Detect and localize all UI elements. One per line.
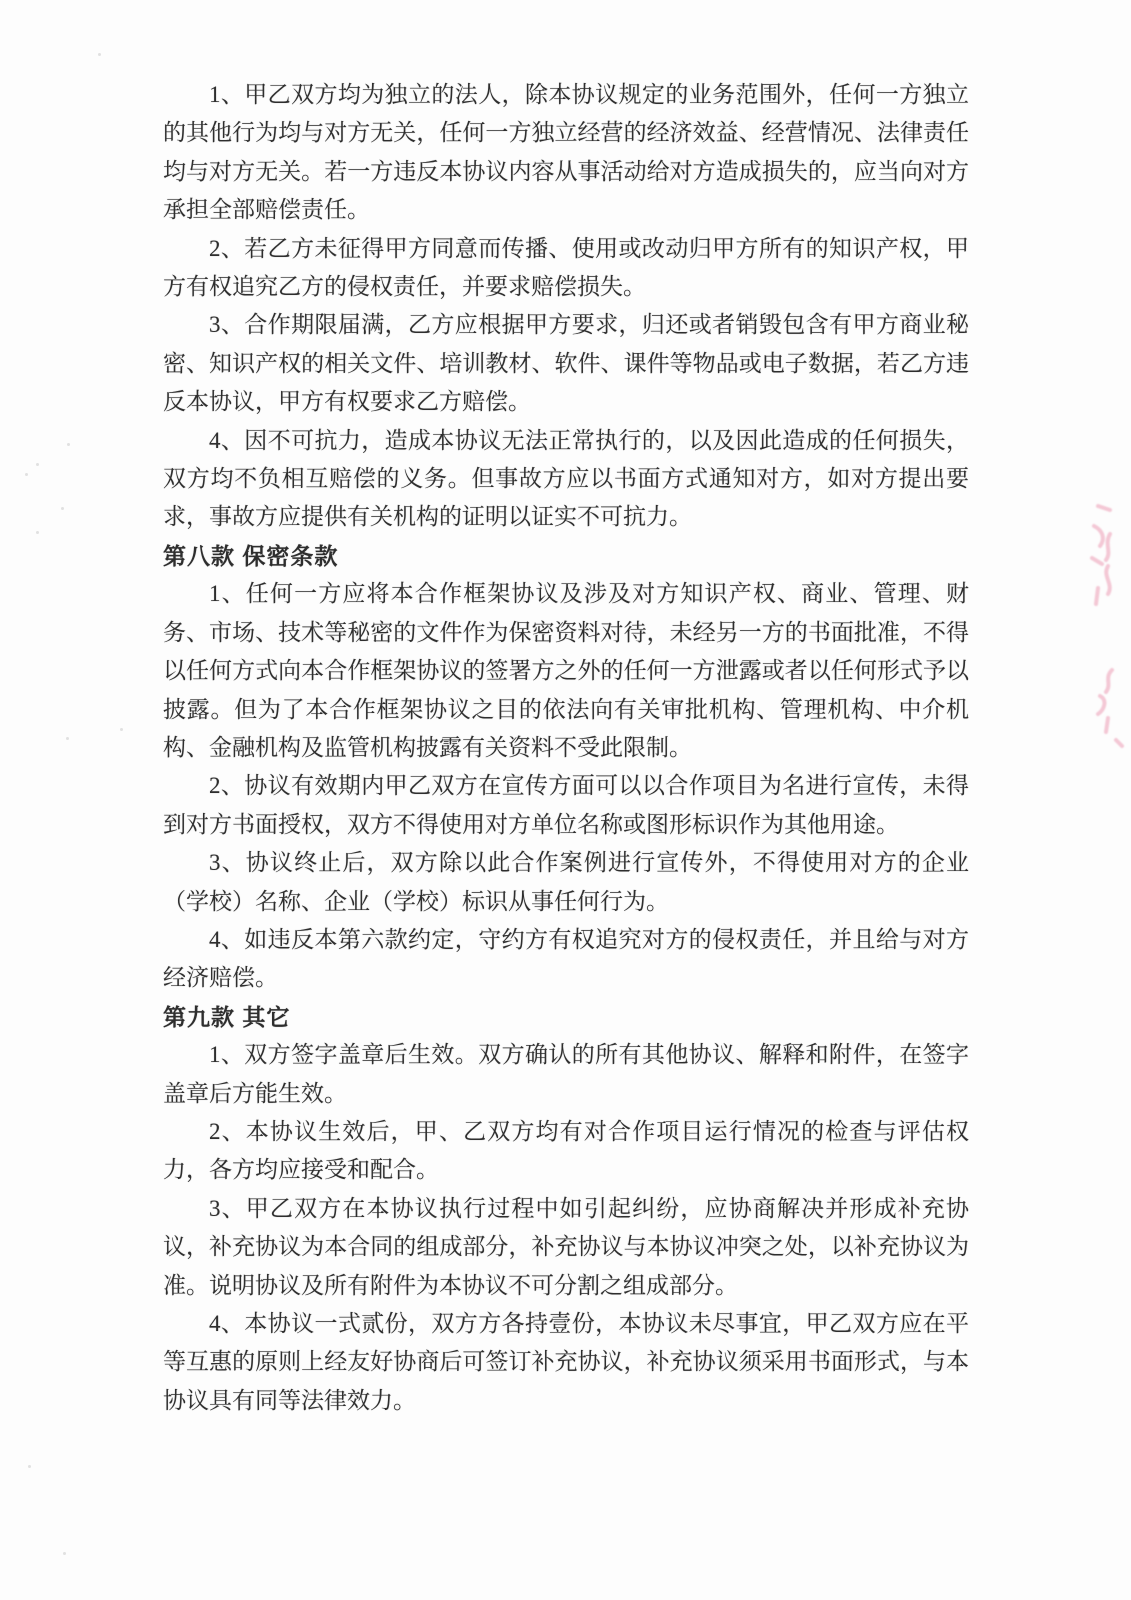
scan-speck: [120, 728, 123, 731]
paragraph: 1、甲乙双方均为独立的法人，除本协议规定的业务范围外，任何一方独立的其他行为均与对方无关，任何一方独立经营的经济效益、经营情况、法律责任均与对方无关。若一方违反本协议内容从事活动给对方造成损失的，应当向对方承担全部赔偿责任。: [163, 82, 969, 223]
paragraph: 2、协议有效期内甲乙双方在宣传方面可以以合作项目为名进行宣传，未得到对方书面授权，双方不得使用对方单位名称或图形标识作为其他用途。: [163, 773, 969, 837]
scan-speck: [28, 1465, 31, 1468]
paragraph: 3、协议终止后，双方除以此合作案例进行宣传外，不得使用对方的企业（学校）名称、企业（学校）标识从事任何行为。: [163, 850, 969, 914]
paragraph: 4、因不可抗力，造成本协议无法正常执行的，以及因此造成的任何损失，双方均不负相互赔偿的义务。但事故方应以书面方式通知对方，如对方提出要求，事故方应提供有关机构的证明以证实不可抗力。: [163, 427, 969, 530]
section-heading: 第八款 保密条款: [163, 542, 339, 569]
seal-bleed-mark: [1072, 500, 1131, 615]
scan-speck: [67, 443, 70, 446]
paragraph: 4、如违反本第六款约定，守约方有权追究对方的侵权责任，并且给与对方经济赔偿。: [163, 926, 969, 991]
paragraph: 4、本协议一式贰份，双方方各持壹份，本协议未尽事宜，甲乙双方应在平等互惠的原则上经友好协商后可签订补充协议，补充协议须采用书面形式，与本协议具有同等法律效力。: [163, 1311, 969, 1413]
document-content: [163, 76, 969, 1420]
paragraph: 3、合作期限届满，乙方应根据甲方要求，归还或者销毁包含有甲方商业秘密、知识产权的相关文件、培训教材、软件、课件等物品或电子数据，若乙方违反本协议，甲方有权要求乙方赔偿。: [163, 312, 969, 415]
scan-speck: [63, 1552, 66, 1555]
seal-bleed-mark: [1082, 662, 1131, 754]
scan-speck: [36, 531, 39, 534]
paragraph: 2、若乙方未征得甲方同意而传播、使用或改动归甲方所有的知识产权，甲方有权追究乙方的侵权责任，并要求赔偿损失。: [163, 235, 969, 300]
paragraph: 2、本协议生效后，甲、乙双方均有对合作项目运行情况的检查与评估权力，各方均应接受和配合。: [163, 1118, 969, 1183]
scan-speck: [98, 53, 101, 56]
scan-speck: [36, 463, 39, 466]
paragraph: 1、任何一方应将本合作框架协议及涉及对方知识产权、商业、管理、财务、市场、技术等秘密的文件作为保密资料对待，未经另一方的书面批准，不得以任何方式向本合作框架协议的签署方之外的任何一方泄露或者以任何形式予以披露。但为了本合作框架协议之目的依法向有关审批机构、管理机构、中介机构、金融机构及监管机构披露有关资料不受此限制。: [163, 581, 969, 760]
paragraph: 1、双方签字盖章后生效。双方确认的所有其他协议、解释和附件，在签字盖章后方能生效。: [163, 1042, 969, 1106]
scan-speck: [66, 737, 69, 740]
paragraph: 3、甲乙双方在本协议执行过程中如引起纠纷，应协商解决并形成补充协议，补充协议为本合同的组成部分，补充协议与本协议冲突之处，以补充协议为准。说明协议及所有附件为本协议不可分割之组成部分。: [163, 1195, 969, 1298]
section-heading: 第九款 其它: [163, 1003, 291, 1030]
scan-speck: [25, 473, 28, 476]
scan-speck: [61, 507, 64, 510]
